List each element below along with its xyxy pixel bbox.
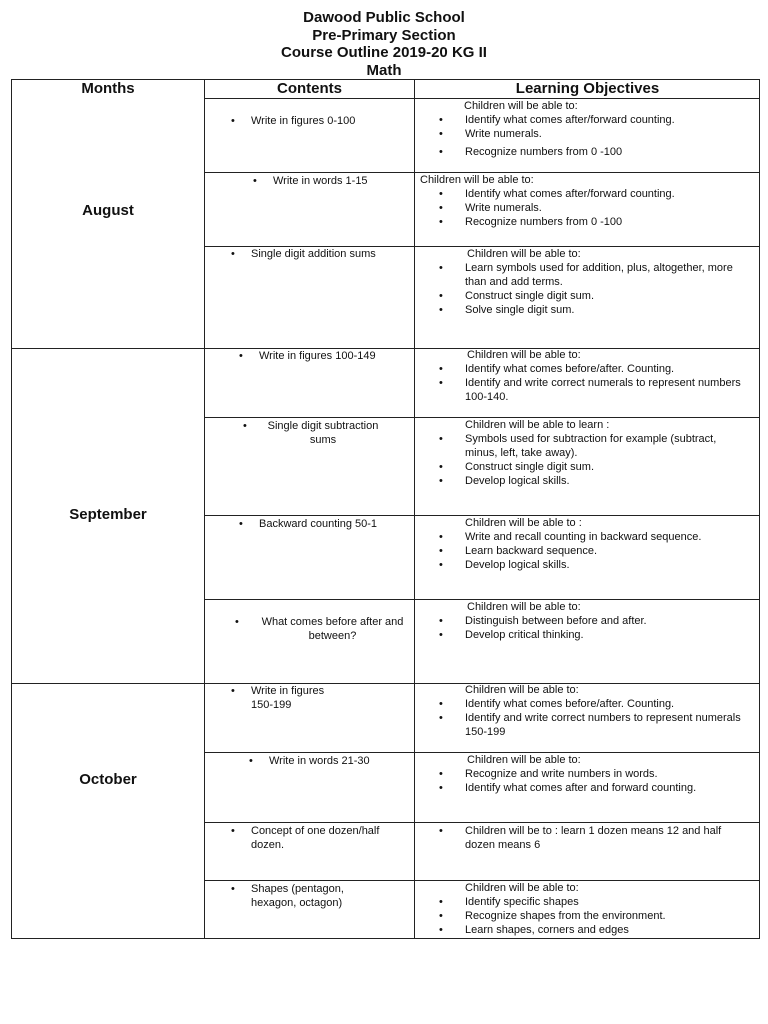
- bullet-icon: [439, 362, 465, 376]
- bullet-icon: [439, 697, 465, 711]
- bullet-icon: [439, 909, 465, 923]
- objective-text: Identify specific shapes: [465, 896, 579, 908]
- column-divider: [204, 79, 205, 939]
- objective-text: Recognize shapes from the environment.: [465, 910, 666, 922]
- bullet-icon: [243, 419, 263, 447]
- objective-text: Symbols used for subtraction for example (subtract, minus, left, take away).: [465, 433, 717, 459]
- bullet-icon: [239, 349, 259, 363]
- bullet-icon: [439, 923, 465, 937]
- objectives-intro: Children will be able to:: [465, 882, 579, 894]
- objectives-intro: Children will be able to:: [467, 248, 581, 260]
- bullet-icon: [439, 432, 465, 460]
- objective-text: Write and recall counting in backward sequence.: [465, 531, 702, 543]
- content-text: Shapes (pentagon, hexagon, octagon): [251, 883, 344, 909]
- bullet-icon: [439, 711, 465, 739]
- content-text: Backward counting 50-1: [259, 518, 378, 530]
- objective-text: Develop critical thinking.: [465, 629, 584, 641]
- content-text: Write in words 1-15: [273, 175, 368, 187]
- bullet-icon: [439, 215, 465, 229]
- bullet-icon: [439, 303, 465, 317]
- bullet-icon: [439, 628, 465, 642]
- bullet-icon: [231, 882, 251, 910]
- school-name: Dawood Public School: [303, 9, 465, 26]
- section-name: Pre-Primary Section: [312, 27, 456, 44]
- bullet-icon: [231, 684, 251, 712]
- bullet-icon: [235, 615, 255, 643]
- content-text: Write in figures 150-199: [251, 685, 325, 711]
- bullet-icon: [439, 113, 465, 127]
- objective-text: Recognize numbers from 0 -100: [465, 146, 623, 158]
- bullet-icon: [439, 530, 465, 544]
- month-october: October: [79, 771, 137, 788]
- content-text: Single digit addition sums: [251, 248, 376, 260]
- month-august: August: [82, 202, 134, 219]
- objectives-intro: Children will be able to:: [464, 100, 578, 112]
- objective-text: Construct single digit sum.: [465, 461, 594, 473]
- bullet-icon: [439, 460, 465, 474]
- objective-text: Recognize and write numbers in words.: [465, 768, 658, 780]
- objective-text: Children will be to : learn 1 dozen means 12 and half dozen means 6: [465, 825, 722, 851]
- objectives-intro: Children will be able to :: [465, 517, 582, 529]
- bullet-icon: [239, 517, 259, 531]
- content-text: Write in figures 100-149: [259, 350, 376, 362]
- objective-text: Identify what comes after/forward counting.: [465, 114, 675, 126]
- objectives-intro: Children will be able to:: [420, 174, 534, 186]
- objectives-intro: Children will be able to:: [467, 601, 581, 613]
- col-header-contents: Contents: [277, 80, 342, 97]
- bullet-icon: [231, 824, 251, 852]
- objective-text: Develop logical skills.: [465, 559, 570, 571]
- objective-text: Learn shapes, corners and edges: [465, 924, 629, 936]
- content-text: Single digit subtraction sums: [267, 420, 379, 446]
- month-september: September: [69, 506, 147, 523]
- bullet-icon: [439, 201, 465, 215]
- bullet-icon: [439, 376, 465, 404]
- objective-text: Construct single digit sum.: [465, 290, 594, 302]
- objective-text: Identify what comes before/after. Counting.: [465, 698, 675, 710]
- col-header-objectives: Learning Objectives: [515, 80, 660, 97]
- objective-text: Write numerals.: [465, 202, 542, 214]
- month-divider: [11, 683, 760, 684]
- bullet-icon: [439, 145, 465, 159]
- bullet-icon: [439, 781, 465, 795]
- bullet-icon: [439, 474, 465, 488]
- content-text: Concept of one dozen/half dozen.: [251, 825, 380, 851]
- content-text: Write in figures 0-100: [251, 115, 356, 127]
- column-divider: [414, 79, 415, 939]
- row-divider: [204, 822, 760, 823]
- bullet-icon: [439, 289, 465, 303]
- subject-title: Math: [366, 62, 402, 79]
- objectives-intro: Children will be able to:: [467, 754, 581, 766]
- bullet-icon: [231, 114, 251, 128]
- objective-text: Identify what comes after and forward counting.: [465, 782, 697, 794]
- col-header-months: Months: [81, 80, 135, 97]
- bullet-icon: [439, 614, 465, 628]
- content-text: Write in words 21-30: [269, 755, 370, 767]
- objective-text: Identify what comes after/forward counting.: [465, 188, 675, 200]
- bullet-icon: [439, 127, 465, 141]
- bullet-icon: [439, 261, 465, 289]
- content-text: What comes before after and between?: [261, 616, 404, 642]
- bullet-icon: [439, 558, 465, 572]
- objective-text: Solve single digit sum.: [465, 304, 575, 316]
- objective-text: Distinguish between before and after.: [465, 615, 647, 627]
- objectives-intro: Children will be able to:: [465, 684, 579, 696]
- bullet-icon: [439, 544, 465, 558]
- bullet-icon: [439, 187, 465, 201]
- objective-text: Write numerals.: [465, 128, 542, 140]
- bullet-icon: [439, 824, 465, 852]
- objective-text: Learn backward sequence.: [465, 545, 598, 557]
- objective-text: Identify and write correct numbers to represent numerals 150-199: [465, 712, 741, 738]
- objective-text: Identify and write correct numerals to represent numbers 100-140.: [465, 377, 741, 403]
- objective-text: Recognize numbers from 0 -100: [465, 216, 623, 228]
- objectives-intro: Children will be able to:: [467, 349, 581, 361]
- bullet-icon: [439, 767, 465, 781]
- bullet-icon: [253, 174, 273, 188]
- course-title: Course Outline 2019-20 KG II: [281, 44, 487, 61]
- objectives-intro: Children will be able to learn :: [465, 419, 610, 431]
- objective-text: Learn symbols used for addition, plus, altogether, more than and add terms.: [465, 262, 733, 288]
- bullet-icon: [439, 895, 465, 909]
- bullet-icon: [249, 754, 269, 768]
- bullet-icon: [231, 247, 251, 261]
- objective-text: Develop logical skills.: [465, 475, 570, 487]
- objective-text: Identify what comes before/after. Counting.: [465, 363, 675, 375]
